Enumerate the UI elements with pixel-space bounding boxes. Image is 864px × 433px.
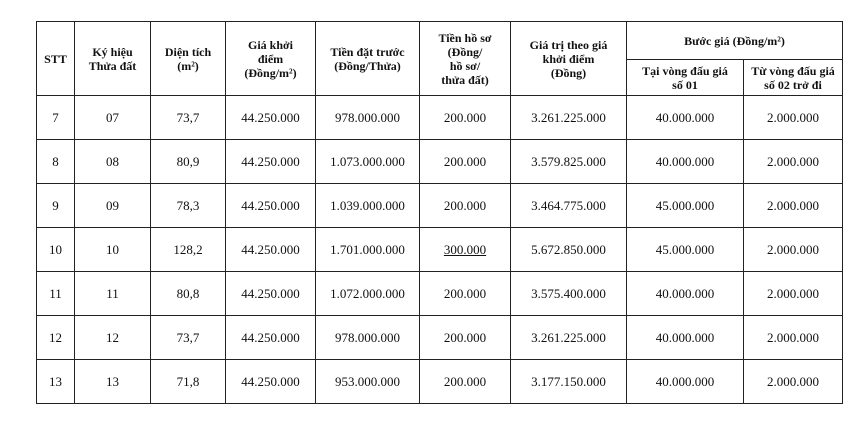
- cell-dien-tich: 80,8: [151, 272, 226, 316]
- cell-gia-khoi-diem: 44.250.000: [226, 272, 316, 316]
- header-tien-dat-truoc: Tiền đặt trước (Đồng/Thửa): [316, 22, 420, 96]
- cell-ky-hieu: 13: [75, 360, 151, 404]
- cell-gia-tri: 5.672.850.000: [511, 228, 627, 272]
- cell-vong-02: 2.000.000: [744, 184, 843, 228]
- cell-stt: 13: [37, 360, 75, 404]
- cell-tien-dat-truoc: 1.701.000.000: [316, 228, 420, 272]
- cell-dien-tich: 128,2: [151, 228, 226, 272]
- cell-tien-dat-truoc: 978.000.000: [316, 316, 420, 360]
- cell-ky-hieu: 08: [75, 140, 151, 184]
- cell-vong-01: 40.000.000: [627, 316, 744, 360]
- cell-vong-01: 40.000.000: [627, 272, 744, 316]
- cell-ky-hieu: 11: [75, 272, 151, 316]
- cell-stt: 7: [37, 96, 75, 140]
- table-row: [37, 96, 843, 140]
- cell-stt: 12: [37, 316, 75, 360]
- cell-gia-tri: 3.464.775.000: [511, 184, 627, 228]
- cell-gia-khoi-diem: 44.250.000: [226, 140, 316, 184]
- cell-tien-dat-truoc: 953.000.000: [316, 360, 420, 404]
- cell-tien-dat-truoc: 1.072.000.000: [316, 272, 420, 316]
- cell-gia-tri: 3.261.225.000: [511, 316, 627, 360]
- cell-ky-hieu: 12: [75, 316, 151, 360]
- header-dien-tich: Diện tích (m²): [151, 22, 226, 96]
- cell-gia-tri: 3.177.150.000: [511, 360, 627, 404]
- cell-dien-tich: 73,7: [151, 96, 226, 140]
- cell-vong-02: 2.000.000: [744, 272, 843, 316]
- cell-tien-ho-so: 200.000: [420, 140, 511, 184]
- cell-tien-ho-so: 200.000: [420, 184, 511, 228]
- cell-stt: 9: [37, 184, 75, 228]
- cell-tien-dat-truoc: 1.073.000.000: [316, 140, 420, 184]
- cell-tien-ho-so: 200.000: [420, 360, 511, 404]
- cell-stt: 11: [37, 272, 75, 316]
- cell-gia-khoi-diem: 44.250.000: [226, 96, 316, 140]
- cell-ky-hieu: 07: [75, 96, 151, 140]
- cell-tien-ho-so-highlighted: 300.000: [420, 228, 511, 272]
- table-row: [37, 360, 843, 404]
- table-row: [37, 140, 843, 184]
- cell-gia-tri: 3.579.825.000: [511, 140, 627, 184]
- table-row: [37, 272, 843, 316]
- cell-ky-hieu: 09: [75, 184, 151, 228]
- cell-dien-tich: 71,8: [151, 360, 226, 404]
- cell-vong-01: 40.000.000: [627, 140, 744, 184]
- cell-vong-02: 2.000.000: [744, 96, 843, 140]
- header-stt: STT: [37, 22, 75, 96]
- cell-gia-khoi-diem: 44.250.000: [226, 316, 316, 360]
- header-gia-khoi-diem: Giá khởi điểm (Đồng/m²): [226, 22, 316, 96]
- cell-gia-khoi-diem: 44.250.000: [226, 184, 316, 228]
- cell-gia-tri: 3.261.225.000: [511, 96, 627, 140]
- cell-gia-khoi-diem: 44.250.000: [226, 228, 316, 272]
- cell-stt: 8: [37, 140, 75, 184]
- cell-dien-tich: 80,9: [151, 140, 226, 184]
- table-row: [37, 228, 843, 272]
- cell-gia-tri: 3.575.400.000: [511, 272, 627, 316]
- cell-vong-01: 45.000.000: [627, 184, 744, 228]
- land-auction-table: [36, 21, 843, 404]
- cell-vong-01: 40.000.000: [627, 360, 744, 404]
- cell-vong-02: 2.000.000: [744, 360, 843, 404]
- cell-tien-dat-truoc: 978.000.000: [316, 96, 420, 140]
- header-vong-01: Tại vòng đấu giá số 01: [627, 60, 744, 96]
- header-vong-02: Từ vòng đấu giá số 02 trở đi: [744, 60, 843, 96]
- header-gia-tri-khoi-diem: Giá trị theo giá khởi điểm (Đồng): [511, 22, 627, 96]
- cell-vong-02: 2.000.000: [744, 316, 843, 360]
- cell-tien-ho-so: 200.000: [420, 272, 511, 316]
- cell-tien-ho-so: 200.000: [420, 316, 511, 360]
- header-ky-hieu: Ký hiệu Thửa đất: [75, 22, 151, 96]
- cell-dien-tich: 78,3: [151, 184, 226, 228]
- cell-vong-01: 45.000.000: [627, 228, 744, 272]
- cell-vong-02: 2.000.000: [744, 228, 843, 272]
- table-row: [37, 184, 843, 228]
- cell-stt: 10: [37, 228, 75, 272]
- cell-tien-dat-truoc: 1.039.000.000: [316, 184, 420, 228]
- cell-vong-02: 2.000.000: [744, 140, 843, 184]
- cell-tien-ho-so: 200.000: [420, 96, 511, 140]
- header-buoc-gia: Bước giá (Đồng/m²): [627, 22, 843, 60]
- header-tien-ho-so: Tiền hồ sơ (Đồng/ hồ sơ/ thửa đất): [420, 22, 511, 96]
- table-row: [37, 316, 843, 360]
- cell-gia-khoi-diem: 44.250.000: [226, 360, 316, 404]
- cell-vong-01: 40.000.000: [627, 96, 744, 140]
- cell-ky-hieu: 10: [75, 228, 151, 272]
- cell-dien-tich: 73,7: [151, 316, 226, 360]
